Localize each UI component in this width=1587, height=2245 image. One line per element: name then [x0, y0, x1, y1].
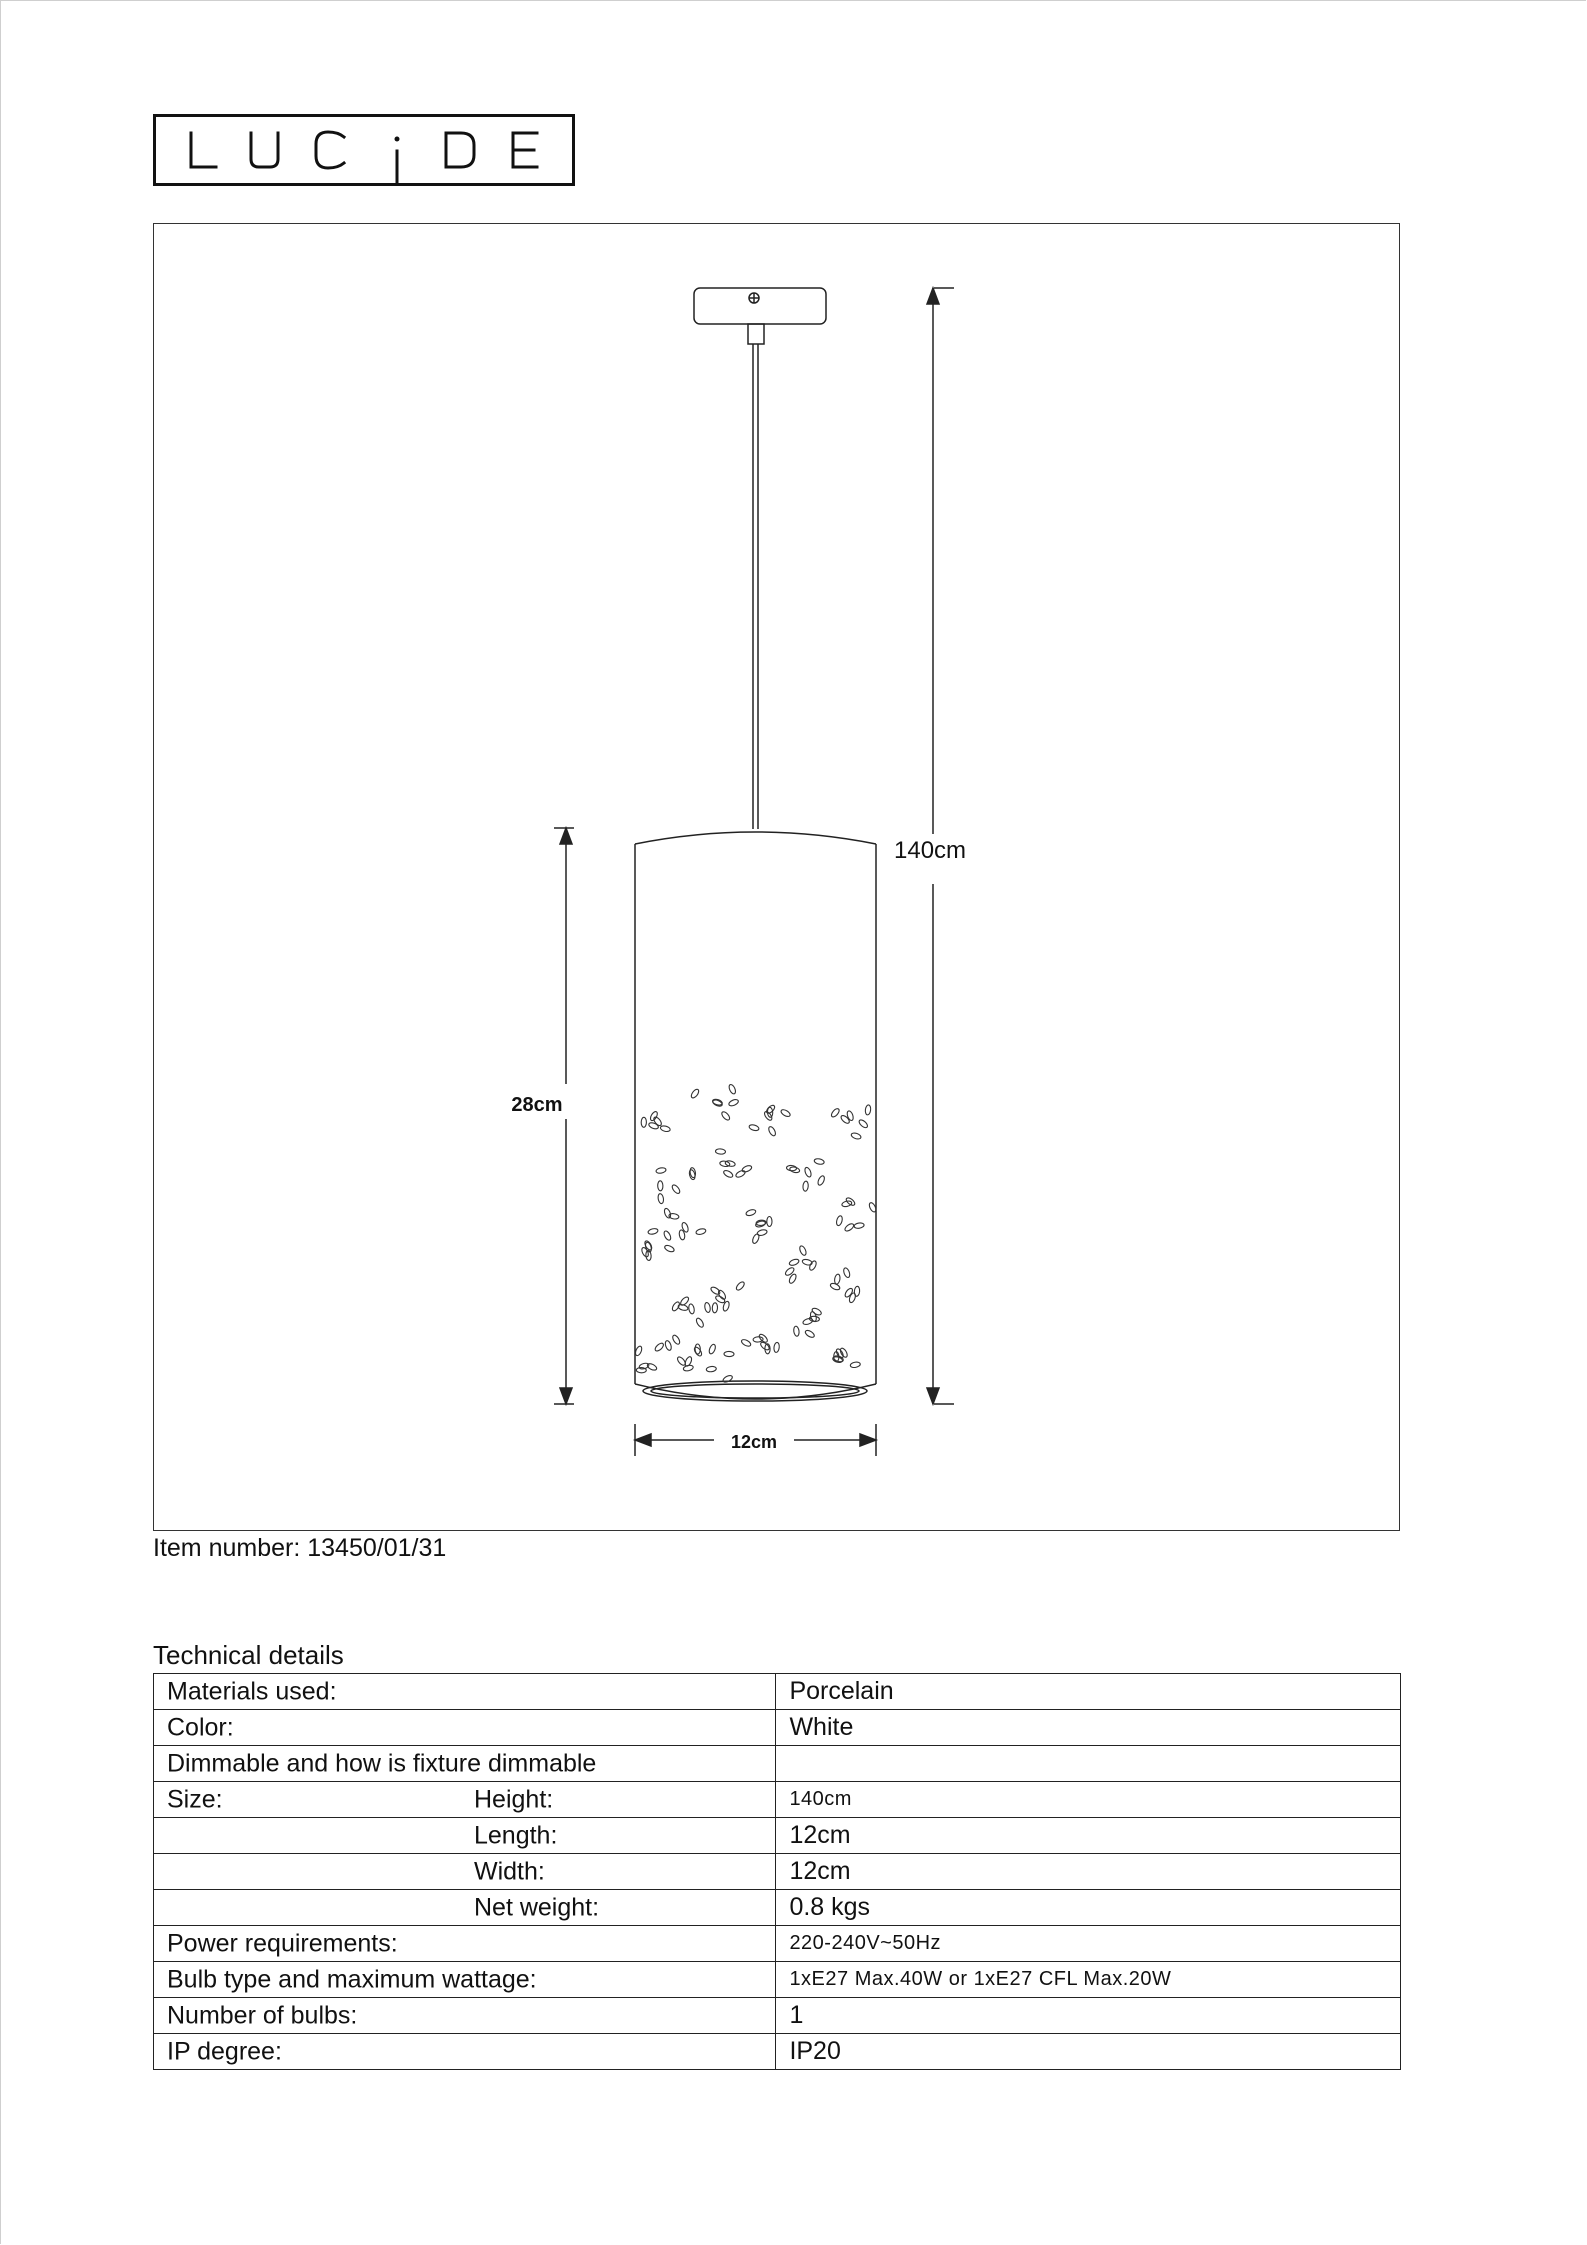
- spec-sublabel: Height:: [474, 1785, 554, 1813]
- spec-value: 220-240V~50Hz: [776, 1926, 1401, 1962]
- spec-sublabel: Length:: [474, 1821, 558, 1849]
- leaf-cutout: [757, 1229, 768, 1237]
- leaf-cutout: [745, 1209, 756, 1217]
- leaf-cutout: [728, 1098, 739, 1107]
- spec-label: Bulb type and maximum wattage:: [167, 1965, 537, 1993]
- leaf-cutout: [835, 1348, 845, 1359]
- spec-label: Materials used:: [167, 1677, 337, 1705]
- spec-value: 1xE27 Max.40W or 1xE27 CFL Max.20W: [776, 1962, 1401, 1998]
- leaf-cutout: [844, 1222, 855, 1232]
- leaf-cutout: [817, 1175, 826, 1186]
- spec-value: 12cm: [776, 1854, 1401, 1890]
- leaf-cutout: [784, 1266, 795, 1276]
- leaf-cutout: [848, 1292, 856, 1303]
- leaf-cutout: [646, 1362, 657, 1371]
- leaf-cutout: [656, 1167, 667, 1174]
- leaf-cutout: [854, 1222, 865, 1229]
- leaf-cutout: [648, 1228, 659, 1235]
- leaf-cutout: [671, 1184, 681, 1195]
- table-row: [154, 1926, 1401, 1962]
- leaf-cutout: [858, 1119, 869, 1129]
- leaf-cutout: [789, 1166, 800, 1173]
- leaf-cutout: [798, 1245, 807, 1256]
- leaf-cutout: [780, 1108, 791, 1118]
- leaf-cutout: [722, 1374, 733, 1383]
- leaf-cutout: [671, 1301, 681, 1312]
- leaf-cutout: [840, 1114, 851, 1125]
- leaf-cutout: [706, 1366, 717, 1372]
- leaf-cutout: [841, 1200, 852, 1207]
- leaf-cutout: [690, 1088, 700, 1099]
- spec-label-cell: [154, 1998, 776, 2034]
- leaf-cutout: [786, 1165, 796, 1171]
- spec-label-cell: [154, 1674, 776, 1710]
- leaf-cutout: [789, 1258, 800, 1266]
- item-number-value: 13450/01/31: [307, 1534, 447, 1562]
- ceiling-canopy: [694, 288, 826, 324]
- table-row: [154, 1818, 1401, 1854]
- leaf-cutout: [657, 1193, 664, 1204]
- leaf-cutout: [765, 1104, 776, 1115]
- floral-pattern: [634, 1084, 877, 1384]
- leaf-cutout: [804, 1329, 815, 1339]
- spec-label: Size:: [167, 1785, 223, 1813]
- cord-grip: [748, 324, 764, 344]
- leaf-cutout: [802, 1258, 813, 1265]
- leaf-cutout: [681, 1222, 689, 1233]
- spec-label-cell: [154, 1926, 776, 1962]
- spec-label-cell: [154, 1818, 776, 1854]
- spec-label-cell: [154, 1962, 776, 1998]
- leaf-cutout: [641, 1117, 646, 1127]
- table-row: [154, 1854, 1401, 1890]
- spec-sublabel: Width:: [474, 1857, 545, 1885]
- leaf-cutout: [715, 1149, 725, 1155]
- spec-label: Color:: [167, 1713, 234, 1741]
- technical-details-table: [153, 1673, 1401, 2070]
- spec-value: White: [776, 1710, 1401, 1746]
- brand-logo: [153, 114, 575, 186]
- leaf-cutout: [693, 1346, 703, 1357]
- spec-value: IP20: [776, 2034, 1401, 2070]
- leaf-cutout: [728, 1084, 737, 1095]
- leaf-cutout: [724, 1351, 734, 1356]
- leaf-cutout: [773, 1342, 779, 1353]
- leaf-cutout: [814, 1158, 825, 1165]
- spec-label-cell: [154, 1710, 776, 1746]
- leaf-cutout: [767, 1126, 776, 1137]
- table-row: [154, 2034, 1401, 2070]
- spec-label-cell: [154, 1746, 776, 1782]
- leaf-cutout: [664, 1340, 672, 1351]
- leaf-cutout: [854, 1286, 860, 1296]
- leaf-cutout: [735, 1281, 746, 1292]
- item-number-label: Item number:: [153, 1534, 301, 1562]
- leaf-cutout: [741, 1164, 752, 1173]
- table-row: [154, 1962, 1401, 1998]
- leaf-cutout: [688, 1303, 695, 1314]
- spec-value: 1: [776, 1998, 1401, 2034]
- spec-label: IP degree:: [167, 2037, 282, 2065]
- leaf-cutout: [652, 1116, 662, 1127]
- spec-label-cell: [154, 1854, 776, 1890]
- leaf-cutout: [720, 1110, 731, 1121]
- leaf-cutout: [663, 1230, 672, 1241]
- leaf-cutout: [695, 1317, 705, 1328]
- spec-value: [776, 1746, 1401, 1782]
- leaf-cutout: [804, 1167, 813, 1178]
- table-row: [154, 1746, 1401, 1782]
- leaf-cutout: [708, 1343, 717, 1354]
- leaf-cutout: [671, 1334, 681, 1345]
- spec-sublabel: Net weight:: [474, 1893, 600, 1921]
- leaf-cutout: [695, 1228, 706, 1235]
- leaf-cutout: [676, 1356, 687, 1367]
- leaf-cutout: [803, 1181, 809, 1191]
- leaf-cutout: [830, 1107, 840, 1118]
- dimension-shade-height: 28cm: [511, 1094, 563, 1116]
- lucide-logo-icon: [156, 117, 572, 183]
- technical-details-title: Technical details: [153, 1640, 344, 1670]
- leaf-cutout: [740, 1338, 751, 1347]
- leaf-cutout: [710, 1286, 721, 1296]
- shade-body: [635, 844, 876, 1384]
- leaf-cutout: [664, 1244, 675, 1253]
- spec-value: Porcelain: [776, 1674, 1401, 1710]
- table-row: [154, 1890, 1401, 1926]
- product-drawing-frame: [153, 223, 1400, 1531]
- spec-label: Dimmable and how is fixture dimmable: [167, 1749, 597, 1777]
- spec-label: Number of bulbs:: [167, 2001, 358, 2029]
- item-number: [153, 1534, 446, 1563]
- leaf-cutout: [648, 1122, 659, 1130]
- leaf-cutout: [753, 1336, 763, 1342]
- leaf-cutout: [660, 1125, 671, 1132]
- table-row: [154, 1782, 1401, 1818]
- suspension-cord: [753, 344, 758, 829]
- leaf-cutout: [636, 1367, 646, 1373]
- spec-label-cell: [154, 1782, 776, 1818]
- leaf-cutout: [658, 1181, 664, 1191]
- leaf-cutout: [712, 1303, 718, 1313]
- spec-value: 0.8 kgs: [776, 1890, 1401, 1926]
- spec-label: Power requirements:: [167, 1929, 398, 1957]
- spec-value: 140cm: [776, 1782, 1401, 1818]
- leaf-cutout: [654, 1342, 665, 1353]
- leaf-cutout: [712, 1099, 723, 1108]
- leaf-cutout: [748, 1124, 759, 1132]
- leaf-cutout: [836, 1215, 844, 1226]
- table-row: [154, 1710, 1401, 1746]
- table-row: [154, 1674, 1401, 1710]
- leaf-cutout: [679, 1296, 690, 1307]
- spec-value: 12cm: [776, 1818, 1401, 1854]
- table-row: [154, 1998, 1401, 2034]
- leaf-cutout: [663, 1208, 672, 1219]
- leaf-cutout: [851, 1132, 862, 1140]
- leaf-cutout: [846, 1110, 854, 1121]
- pendant-lamp-drawing: [154, 224, 1401, 1532]
- leaf-cutout: [843, 1267, 851, 1278]
- spec-label-cell: [154, 1890, 776, 1926]
- leaf-cutout: [850, 1361, 861, 1368]
- leaf-cutout: [767, 1217, 772, 1227]
- leaf-cutout: [808, 1260, 817, 1271]
- leaf-cutout: [735, 1169, 746, 1178]
- leaf-cutout: [704, 1302, 711, 1313]
- leaf-cutout: [723, 1169, 734, 1179]
- leaf-cutout: [865, 1105, 871, 1116]
- leaf-cutout: [834, 1274, 841, 1285]
- leaf-cutout: [793, 1326, 800, 1337]
- leaf-cutout: [649, 1110, 659, 1121]
- leaf-cutout: [751, 1233, 760, 1244]
- dimension-total-height: 140cm: [894, 837, 967, 864]
- dimension-width: 12cm: [730, 1432, 778, 1452]
- spec-label-cell: [154, 2034, 776, 2070]
